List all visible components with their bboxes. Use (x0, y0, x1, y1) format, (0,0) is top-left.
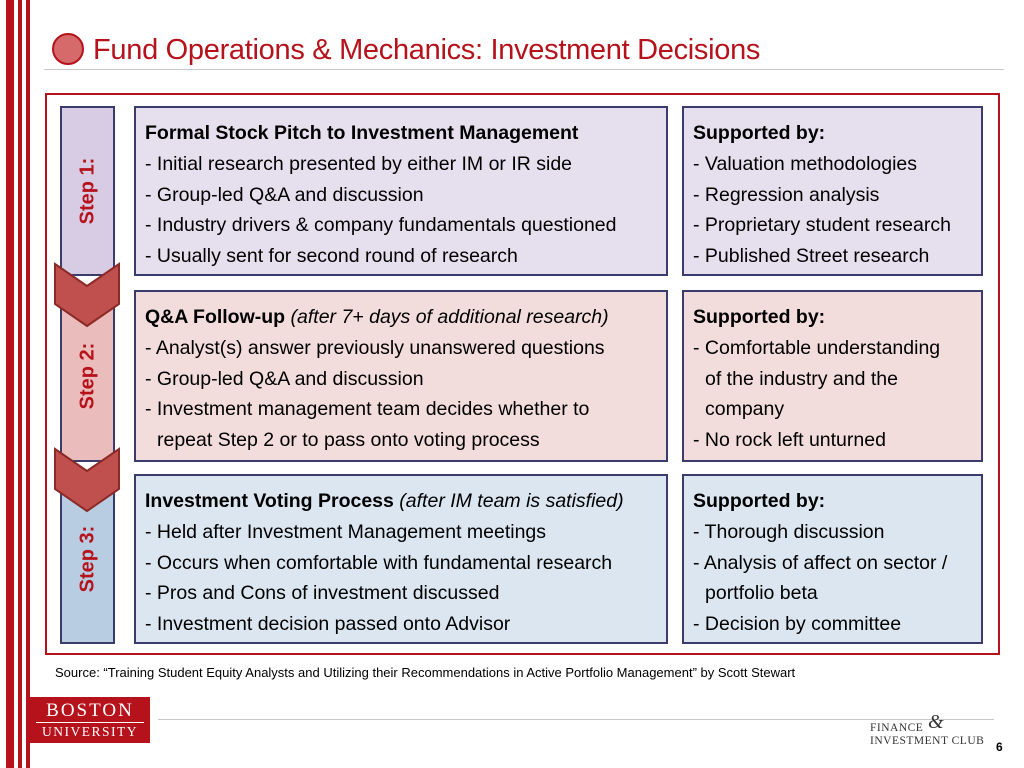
step-1-label-text: Step 1: (76, 157, 98, 225)
step-2-support-item: company (705, 398, 785, 421)
footer-divider (158, 719, 994, 720)
slide-title: Fund Operations & Mechanics: Investment Decisions (93, 34, 761, 66)
step-1-heading: Formal Stock Pitch to Investment Management (145, 122, 579, 144)
step-1-label (60, 106, 115, 276)
finance-investment-club-logo (870, 711, 985, 748)
step-1-bullet: - Usually sent for second round of research (145, 245, 518, 268)
page-number: 6 (996, 740, 1003, 754)
club-logo-line1: FINANCE (870, 722, 924, 734)
step-1-bullet: - Initial research presented by either IM or IR side (145, 152, 573, 175)
step-3-bullet: - Occurs when comfortable with fundamental research (145, 551, 613, 574)
club-logo-line2: INVESTMENT CLUB (870, 735, 985, 747)
step-2-heading-note: (after 7+ days of additional research) (290, 306, 609, 328)
step-2-bullet: - Analyst(s) answer previously unanswered questions (145, 336, 605, 359)
step-1-bullet: - Industry drivers & company fundamentals questioned (145, 214, 617, 237)
step-3-support-heading: Supported by: (693, 490, 826, 512)
source-citation: Source: “Training Student Equity Analysts and Utilizing their Recommendations in Active Portfolio Management” by Scott Stewart (55, 665, 796, 680)
step-2-description (134, 290, 668, 462)
step-2-support (682, 290, 983, 462)
step-1-support-item: - Regression analysis (693, 183, 880, 206)
bu-logo-line2: UNIVERSITY (36, 722, 144, 741)
step-3-support (682, 474, 983, 644)
step-3-support-item: - Thorough discussion (693, 520, 885, 543)
step-2-label-text: Step 2: (76, 342, 98, 410)
boston-university-logo (30, 697, 150, 743)
step-2-bullet: - Group-led Q&A and discussion (145, 367, 424, 390)
step-1-description (134, 106, 668, 276)
step-2-support-item: of the industry and the (705, 367, 898, 390)
chevron-down-icon (53, 447, 121, 513)
step-3-bullet: - Investment decision passed onto Advisor (145, 613, 511, 636)
step-1-support-item: - Valuation methodologies (693, 152, 918, 175)
step-2-heading: Q&A Follow-up (145, 306, 286, 328)
step-3-bullet: - Held after Investment Management meetings (145, 520, 547, 543)
step-2-support-heading: Supported by: (693, 306, 826, 328)
step-3-bullet: - Pros and Cons of investment discussed (145, 582, 500, 605)
step-3-label-text: Step 3: (76, 525, 98, 593)
step-3-support-item: - Decision by committee (693, 613, 902, 636)
chevron-down-icon (53, 262, 121, 328)
step-2-bullet: - Investment management team decides whether to (145, 398, 590, 421)
left-decorative-stripes (0, 0, 34, 768)
step-3-heading: Investment Voting Process (145, 490, 394, 512)
bu-logo-line1: BOSTON (46, 700, 134, 721)
step-1-support (682, 106, 983, 276)
step-3-heading-note: (after IM team is satisfied) (399, 490, 624, 512)
club-logo-ampersand: & (928, 711, 945, 733)
step-3-support-item: portfolio beta (705, 582, 818, 605)
step-1-support-heading: Supported by: (693, 122, 826, 144)
title-divider (44, 69, 1004, 70)
title-bullet-circle (52, 33, 84, 65)
step-1-bullet: - Group-led Q&A and discussion (145, 183, 424, 206)
step-3-description (134, 474, 668, 644)
step-2-support-item: - Comfortable understanding (693, 336, 941, 359)
step-2-bullet: repeat Step 2 or to pass onto voting process (157, 429, 540, 452)
step-2-support-item: - No rock left unturned (693, 429, 886, 452)
step-1-support-item: - Proprietary student research (693, 214, 951, 237)
step-1-support-item: - Published Street research (693, 245, 930, 268)
step-3-support-item: - Analysis of affect on sector / (693, 551, 948, 574)
